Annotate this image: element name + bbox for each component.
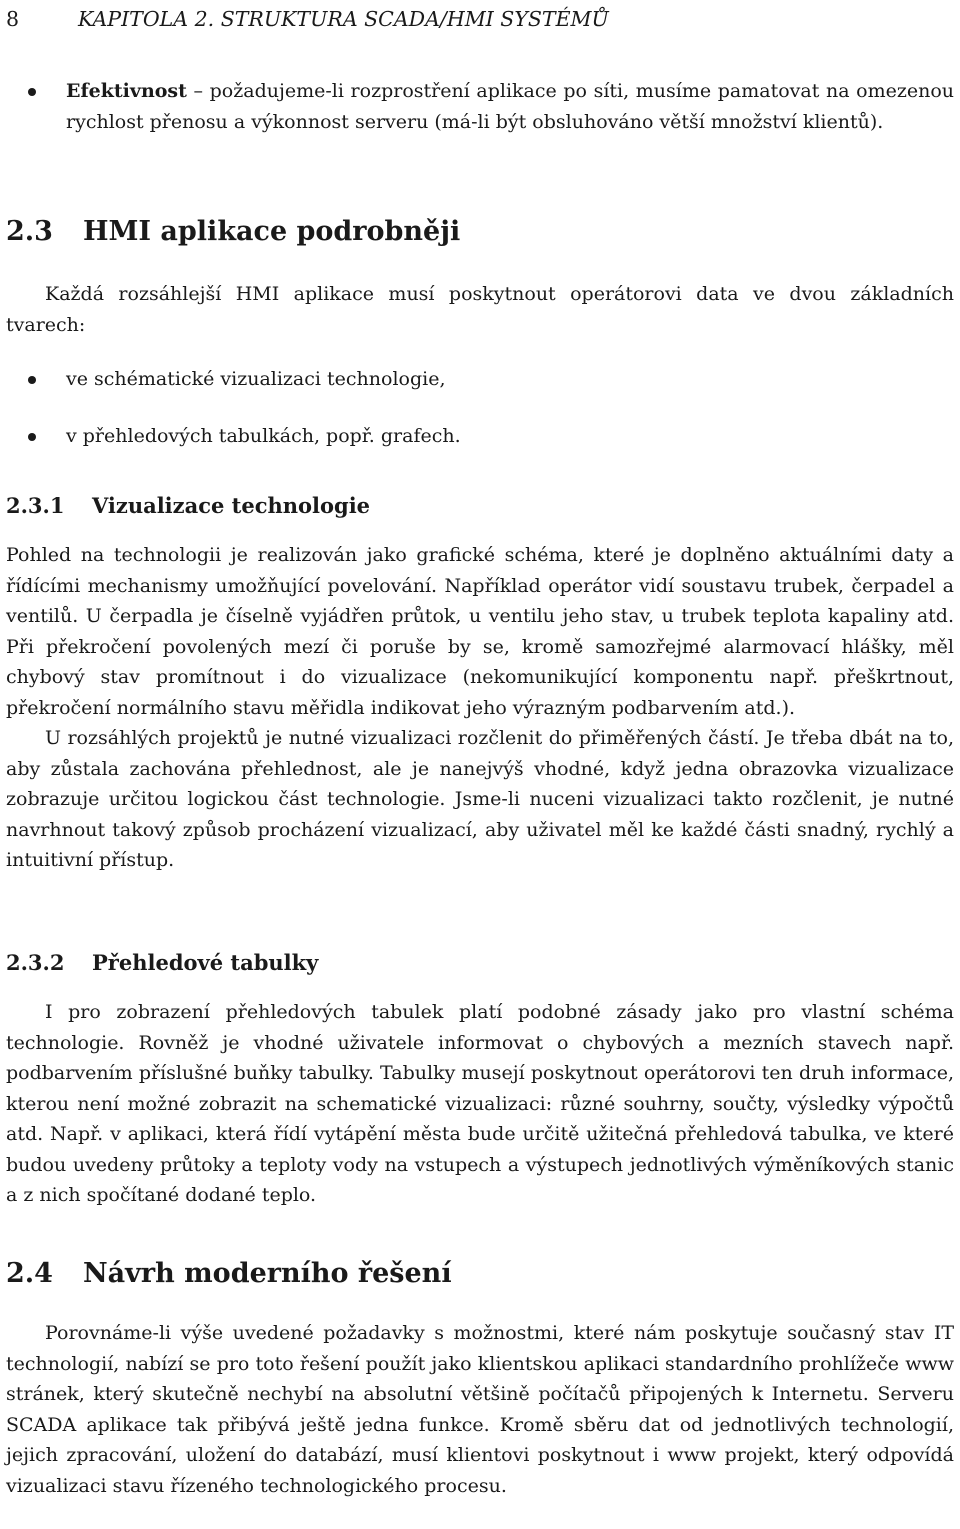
list-item-text: – požadujeme-li rozprostření aplikace po síti, musíme pamatovat na omezenou rychlost přenosu a výkonnost serveru (má-li být obsluhováno větší množství klientů). bbox=[66, 80, 954, 133]
list-item-text: v přehledových tabulkách, popř. grafech. bbox=[66, 424, 461, 447]
bullet-icon bbox=[28, 376, 36, 384]
subsection-2-3-2-heading bbox=[6, 948, 954, 978]
paragraph: Pohled na technologii je realizován jako grafické schéma, které je doplněno aktuálními daty a řídícími mechanismy umožňující povelování. Například operátor vidí soustavu trubek, čerpadel a ventilů. U čerpadla je číselně vyjádřen průtok, u ventilu jeho stav, u trubek teplota kapaliny atd. Při překročení povolených mezí či poruše by se, kromě samozřejmé alarmovací hlášky, měl chybový stav promítnout i do vizualizace (nekomunikující komponentu např. přeškrtnout, překročení normálního stavu měřidla indikovat jeho výrazným podbarvením atd.). bbox=[6, 544, 954, 719]
section-number: 2.3 bbox=[6, 216, 53, 247]
section-2-3-paragraph bbox=[6, 279, 954, 340]
subsection-2-3-1-body bbox=[6, 540, 954, 876]
page-number: 8 bbox=[6, 7, 20, 31]
subsection-2-3-1-heading bbox=[6, 491, 954, 521]
subsection-number: 2.3.2 bbox=[6, 950, 65, 975]
subsection-2-3-2-body bbox=[6, 997, 954, 1211]
section-number: 2.4 bbox=[6, 1258, 53, 1289]
section-2-4-body bbox=[6, 1318, 954, 1501]
subsection-title: Přehledové tabulky bbox=[92, 950, 319, 975]
section-2-3-list bbox=[6, 364, 954, 451]
subsection-number: 2.3.1 bbox=[6, 493, 65, 518]
section-title: Návrh moderního řešení bbox=[83, 1258, 452, 1289]
paragraph: Každá rozsáhlejší HMI aplikace musí poskytnout operátorovi data ve dvou základních tvarech: bbox=[6, 283, 954, 336]
subsection-title: Vizualizace technologie bbox=[92, 493, 371, 518]
chapter-label: KAPITOLA 2. bbox=[78, 7, 215, 31]
paragraph: I pro zobrazení přehledových tabulek platí podobné zásady jako pro vlastní schéma technologie. Rovněž je vhodné uživatele informovat o chybových a mezních stavech např. podbarvením příslušné buňky tabulky. Tabulky musejí poskytnout operátorovi ten druh informace, kterou není možné zobrazit na schematické vizualizaci: různé souhrny, součty, výsledky výpočtů atd. Např. v aplikaci, která řídí vytápění města bude určitě užitečná přehledová tabulka, ve které budou uvedeny průtoky a teploty vody na vstupech a výstupech jednotlivých výměníkových stanic a z nich spočítané dodané teplo. bbox=[6, 1001, 954, 1206]
list-item bbox=[6, 76, 954, 137]
section-2-4-heading bbox=[6, 1257, 954, 1291]
running-header bbox=[6, 6, 954, 32]
section-2-3-heading bbox=[6, 215, 954, 249]
chapter-title: STRUKTURA SCADA/HMI SYSTÉMŮ bbox=[220, 7, 609, 31]
list-item-text: ve schématické vizualizaci technologie, bbox=[66, 368, 446, 390]
list-item bbox=[6, 421, 954, 452]
bullet-icon bbox=[28, 433, 36, 441]
paragraph: Porovnáme-li výše uvedené požadavky s možnostmi, které nám poskytuje současný stav IT technologií, nabízí se pro toto řešení použít jako klientskou aplikaci standardního prohlížeče www stránek, který skutečně nechybí na absolutní většině počítačů připojených k Internetu. Serveru SCADA aplikace tak přibývá ještě jedna funkce. Kromě sběru dat od jednotlivých technologií, jejich zpracování, uložení do databází, musí klientovi poskytnout i www projekt, který odpovídá vizualizaci stavu řízeného technologického procesu. bbox=[6, 1322, 954, 1497]
paragraph: U rozsáhlých projektů je nutné vizualizaci rozčlenit do přiměřených částí. Je třeba dbát na to, aby zůstala zachována přehlednost, ale je nanejvýš vhodné, když jedna obrazovka vizualizace zobrazuje určitou logickou část technologie. Jsme-li nuceni vizualizaci takto rozčlenit, je nutné navrhnout takový způsob procházení vizualizací, aby uživatel měl ke každé části snadný, rychlý a intuitivní přístup. bbox=[6, 727, 954, 871]
section-title: HMI aplikace podrobněji bbox=[83, 216, 461, 247]
list-item bbox=[6, 364, 954, 395]
intro-list bbox=[6, 76, 954, 137]
bullet-icon bbox=[28, 88, 36, 96]
list-item-lead: Efektivnost bbox=[66, 80, 187, 102]
